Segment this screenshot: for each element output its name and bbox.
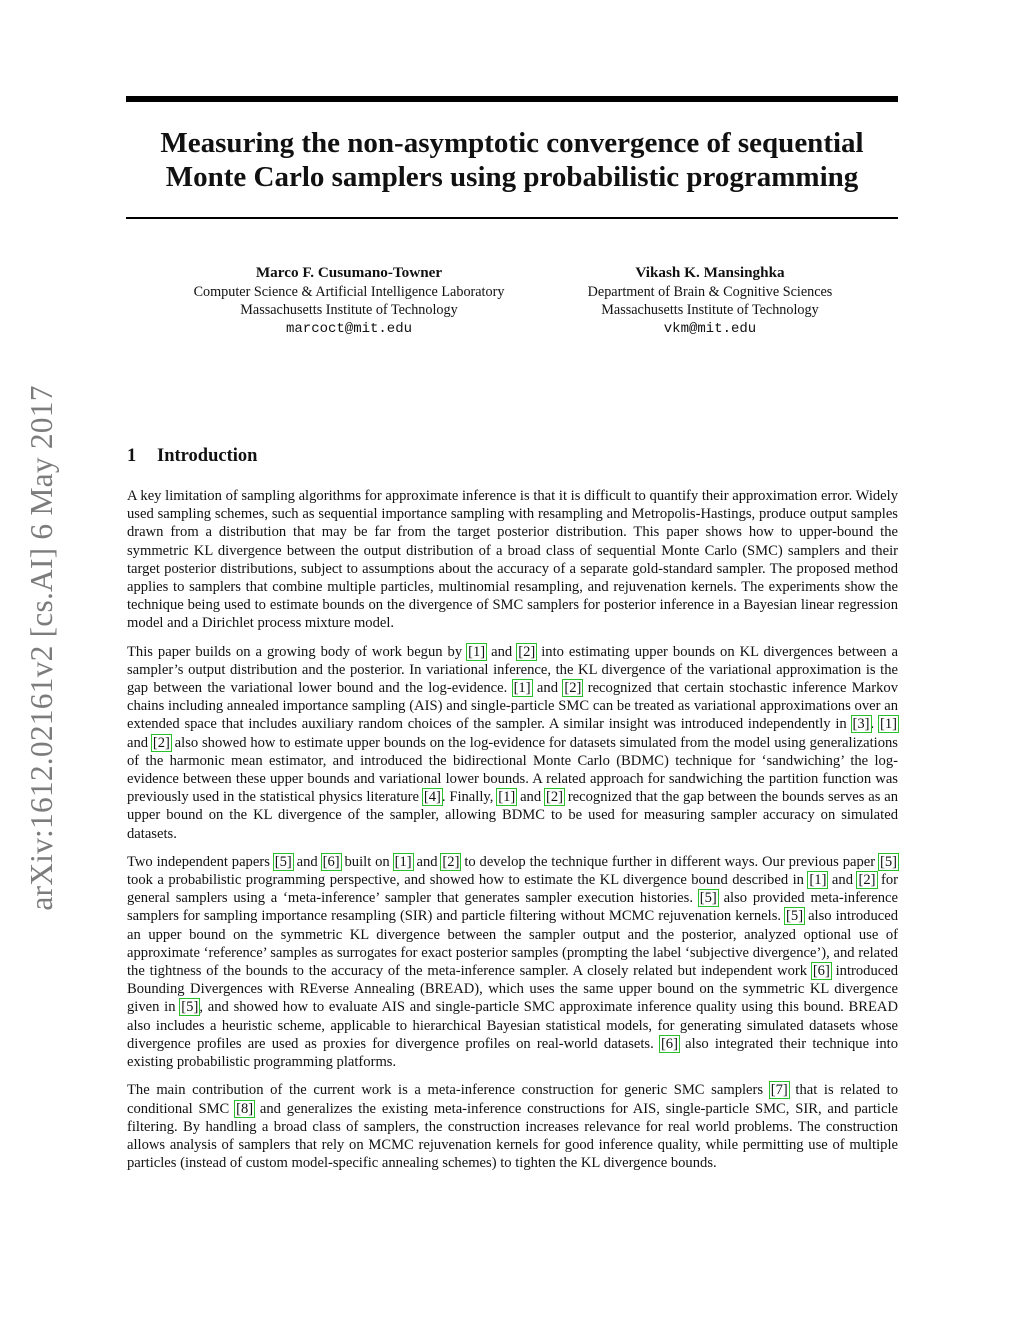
citation-link[interactable]: [7] <box>770 1082 788 1099</box>
paragraph-text: . <box>870 716 879 733</box>
citation-link[interactable]: [1] <box>809 872 827 889</box>
citation-link[interactable]: [1] <box>468 643 486 660</box>
paragraph-text: . Finally, <box>441 789 498 806</box>
citation-link[interactable]: [6] <box>660 1035 678 1052</box>
paragraph <box>127 643 898 843</box>
author-affiliation: Computer Science & Artificial Intelligence Laboratory <box>193 283 505 300</box>
author-institution: Massachusetts Institute of Technology <box>601 302 819 318</box>
paragraph-text: and <box>516 789 545 806</box>
citation-link[interactable]: [5] <box>181 999 199 1016</box>
paragraph-text: for general samplers using a ‘meta-inference’ sampler that generates sampler execution histories. <box>127 872 898 907</box>
paragraph-text: that is related to conditional SMC <box>127 1082 899 1117</box>
author-affiliation: Department of Brain & Cognitive Sciences <box>587 283 833 300</box>
paragraph-text: into estimating upper bounds on KL divergences between a sampler’s output distribution and the posterior. In variational inference, the KL divergence of the variational approximation is the gap between the variational lower bound and the log-evidence. <box>127 643 898 697</box>
citation-link[interactable]: [5] <box>786 908 804 925</box>
citation-link[interactable]: [2] <box>545 789 563 806</box>
citation-link[interactable]: [5] <box>699 890 717 907</box>
citation-link[interactable]: [2] <box>564 680 582 697</box>
citation-link[interactable]: [4] <box>423 789 441 806</box>
paper-title <box>126 126 898 194</box>
citation-link[interactable]: [2] <box>518 643 536 660</box>
paragraph-text: and generalizes the existing meta-inference constructions for AIS, single-particle SMC, SIR, and particle filtering. By handling a broad class of samplers, the construction increases relevance for real world problems. The construction allows analysis of samplers that rely on MCMC rejuvenation kernels for good inference quality, while permitting use of multiple particles (instead of custom model-specific annealing schemes) to tighten the KL divergence bounds. <box>127 1100 898 1172</box>
paragraph-text: This paper builds on a growing body of work begun by <box>127 643 468 660</box>
paragraph-text: took a probabilistic programming perspective, and showed how to estimate the KL divergence bound described in <box>127 872 809 889</box>
paragraph-text: Two independent papers <box>127 853 274 870</box>
section-heading <box>127 446 257 467</box>
paragraph-text: recognized that certain stochastic inference Markov chains including annealed importance sampling (AIS) and single-particle SMC can be treated as variational approximations over an extended space that includes auxiliary random choices of the sampler. A similar insight was introduced independently in <box>127 680 899 733</box>
author-block-1 <box>139 264 559 338</box>
citation-link[interactable]: [2] <box>858 872 876 889</box>
paragraph-text: also showed how to estimate upper bounds on the log-evidence for datasets simulated from the model using generalizations of the harmonic mean estimator, and introduced the bidirectional Monte Carlo (BDMC) technique for ‘sandwiching’ the log-evidence between these upper bounds and variational lower bounds. A related approach for sandwiching the partition function was previously used in the statistical physics literature <box>127 734 898 806</box>
paragraph-text: built on <box>340 853 394 870</box>
citation-link[interactable]: [1] <box>879 716 897 733</box>
paragraph-text: and <box>827 872 858 889</box>
paragraph-text: also provided meta-inference samplers for sampling importance resampling (SIR) and particle filtering without MCMC rejuvenation kernels. <box>127 890 898 925</box>
citation-link[interactable]: [5] <box>274 853 292 870</box>
citation-link[interactable]: [5] <box>879 853 898 870</box>
citation-link[interactable]: [8] <box>236 1100 254 1117</box>
citation-link[interactable]: [2] <box>152 734 170 751</box>
paragraph-text: also introduced an upper bound on the symmetric KL divergence between the sampler output and the posterior, analyzed optional use of approximate ‘reference’ samples as surrogates for exact posterior samples (prompting the label ‘subjective divergence’), and related the tightness of the bounds to the accuracy of the meta-inference sampler. A closely related but independent work <box>127 908 898 980</box>
paragraph <box>127 853 898 1071</box>
paragraph-text: and <box>486 643 518 660</box>
paragraph-text: to develop the technique further in different ways. Our previous paper <box>460 853 879 870</box>
citation-link[interactable]: [6] <box>322 853 340 870</box>
title-line-1: Measuring the non-asymptotic convergence of sequential <box>160 127 864 159</box>
section-title: Introduction <box>157 446 258 466</box>
paragraph-text: and <box>127 734 152 751</box>
author-name: Vikash K. Mansinghka <box>635 264 785 281</box>
citation-link[interactable]: [3] <box>852 716 870 733</box>
citation-link[interactable]: [1] <box>513 680 531 697</box>
arxiv-identifier: arXiv:1612.02161v2 [cs.AI] 6 May 2017 <box>24 385 59 911</box>
paragraph-text: introduced Bounding Divergences with REverse Annealing (BREAD), which uses the same upper bound on the symmetric KL divergence given in <box>127 963 898 1016</box>
section-number: 1 <box>127 446 137 466</box>
body-text <box>127 487 898 1172</box>
author-email[interactable]: vkm@mit.edu <box>663 320 757 337</box>
title-rule-top <box>126 96 898 102</box>
author-name: Marco F. Cusumano-Towner <box>255 264 443 281</box>
author-email[interactable]: marcoct@mit.edu <box>285 320 413 337</box>
paragraph-text: also integrated their technique into existing probabilistic programming platforms. <box>127 1035 898 1071</box>
paragraph-text: and <box>292 853 322 870</box>
paragraph-text: The main contribution of the current work is a meta-inference construction for generic SMC samplers <box>127 1082 770 1099</box>
title-line-2: Monte Carlo samplers using probabilistic programming <box>165 161 859 193</box>
paragraph-text: and <box>412 853 442 870</box>
paragraph-text: and <box>531 680 564 697</box>
title-rule-bottom <box>126 217 898 219</box>
author-block-2 <box>500 264 920 338</box>
paragraph-text: recognized that the gap between the bounds serves as an upper bound on the KL divergence of the sampler, allowing BDMC to be used for measuring sampler accuracy on simulated datasets. <box>127 789 898 842</box>
paragraph <box>127 1081 898 1172</box>
paragraph-text: A key limitation of sampling algorithms for approximate inference is that it is difficult to quantify their approximation error. Widely used sampling schemes, such as sequential importance sampling with resampling and Metropolis-Hastings, produce output samples drawn from a distribution that may be far from the target posterior distribution. This paper shows how to upper-bound the symmetric KL divergence between the output distribution of a broad class of sequential Monte Carlo (SMC) samplers and their target posterior distributions, subject to assumptions about the accuracy of a separate gold-standard sampler. The proposed method applies to samplers that combine multiple particles, multinomial resampling, and rejuvenation kernels. The experiments show the technique being used to estimate bounds on the divergence of SMC samplers for posterior inference in a Bayesian linear regression model and a Dirichlet process mixture model. <box>127 488 898 632</box>
citation-link[interactable]: [1] <box>498 789 516 806</box>
citation-link[interactable]: [6] <box>812 963 830 980</box>
citation-link[interactable]: [2] <box>442 853 460 870</box>
citation-link[interactable]: [1] <box>394 853 412 870</box>
author-institution: Massachusetts Institute of Technology <box>240 302 458 318</box>
paragraph <box>127 487 898 633</box>
paragraph-text: , and showed how to evaluate AIS and single-particle SMC approximate inference quality using this bound. BREAD also includes a heuristic scheme, applicable to hierarchical Bayesian statistical models, for generating simulated datasets whose divergence profiles are used as proxies for divergence profiles on real-world datasets. <box>127 999 898 1052</box>
